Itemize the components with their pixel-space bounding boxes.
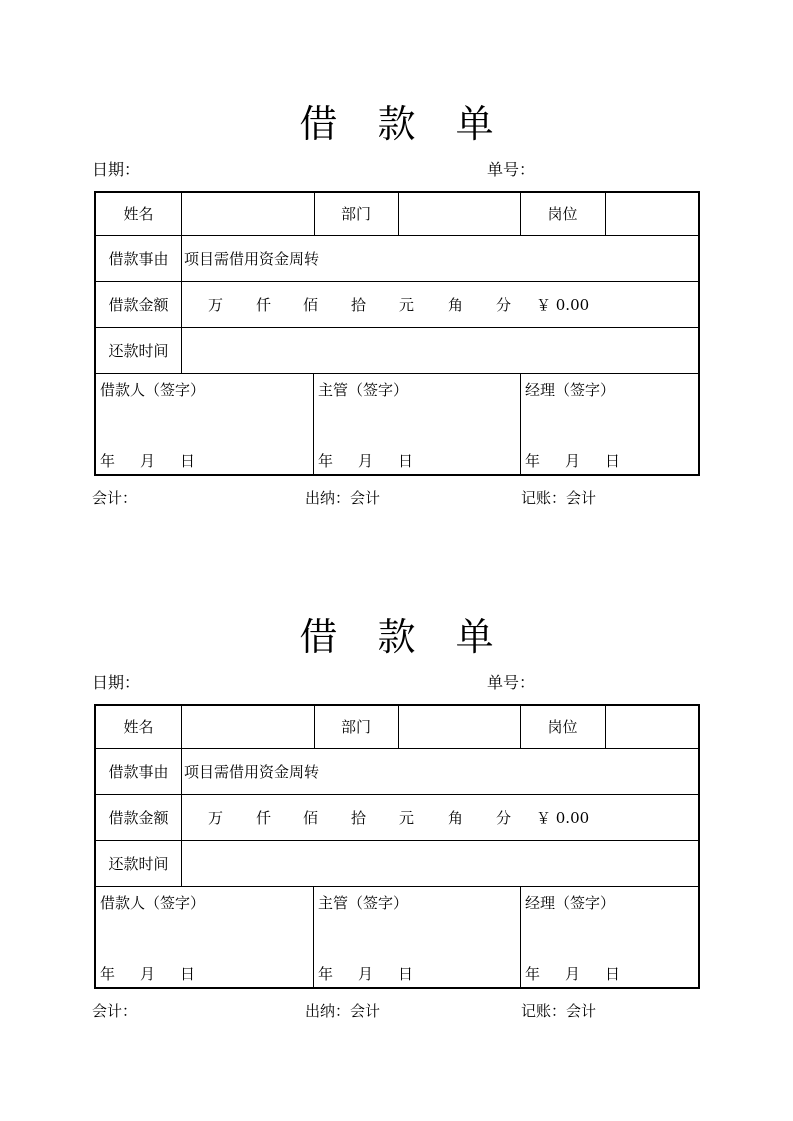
borrower-year: 年 <box>100 452 116 470</box>
supervisor-day: 日 <box>398 965 414 983</box>
manager-signature-label: 经理（签字） <box>525 381 616 399</box>
date-label: 日期： <box>92 160 141 179</box>
position-label: 岗位 <box>547 205 578 223</box>
unit-qian: 仟 <box>256 809 272 827</box>
supervisor-signature-label: 主管（签字） <box>318 381 409 399</box>
unit-bai: 佰 <box>303 809 319 827</box>
borrower-year: 年 <box>100 965 116 983</box>
loan-form-1 <box>0 100 793 520</box>
unit-fen: 分 <box>496 296 512 314</box>
unit-shi: 拾 <box>351 296 367 314</box>
manager-month: 月 <box>565 965 581 983</box>
name-field[interactable] <box>182 706 314 748</box>
unit-bai: 佰 <box>303 296 319 314</box>
borrower-day: 日 <box>180 965 196 983</box>
accountant-label: 会计： <box>92 489 138 507</box>
supervisor-month: 月 <box>358 452 374 470</box>
dept-field[interactable] <box>399 706 520 748</box>
reason-field[interactable]: 项目需借用资金周转 <box>184 249 320 268</box>
borrower-signature-label: 借款人（签字） <box>100 381 206 399</box>
supervisor-year: 年 <box>318 452 334 470</box>
amount-value[interactable]: ￥ 0.00 <box>536 296 590 314</box>
supervisor-month: 月 <box>358 965 374 983</box>
loan-form-2 <box>0 613 793 1033</box>
manager-signature-label: 经理（签字） <box>525 894 616 912</box>
borrower-month: 月 <box>140 452 156 470</box>
accountant-label: 会计： <box>92 1002 138 1020</box>
name-label: 姓名 <box>123 718 154 736</box>
supervisor-signature-label: 主管（签字） <box>318 894 409 912</box>
borrower-day: 日 <box>180 452 196 470</box>
supervisor-year: 年 <box>318 965 334 983</box>
manager-year: 年 <box>525 965 541 983</box>
amount-label: 借款金额 <box>108 808 169 827</box>
dept-field[interactable] <box>399 193 520 235</box>
reason-label: 借款事由 <box>108 249 169 268</box>
unit-qian: 仟 <box>256 296 272 314</box>
position-field[interactable] <box>606 706 698 748</box>
name-field[interactable] <box>182 193 314 235</box>
unit-shi: 拾 <box>351 809 367 827</box>
unit-yuan: 元 <box>399 296 415 314</box>
manager-day: 日 <box>605 965 621 983</box>
name-label: 姓名 <box>123 205 154 223</box>
unit-wan: 万 <box>208 296 224 314</box>
repay-label: 还款时间 <box>108 341 169 360</box>
repay-field[interactable] <box>182 841 698 886</box>
cashier-label: 出纳：会计 <box>305 489 381 507</box>
position-field[interactable] <box>606 193 698 235</box>
supervisor-day: 日 <box>398 452 414 470</box>
borrower-signature-label: 借款人（签字） <box>100 894 206 912</box>
unit-jiao: 角 <box>448 296 464 314</box>
borrower-month: 月 <box>140 965 156 983</box>
manager-year: 年 <box>525 452 541 470</box>
number-label: 单号： <box>487 673 536 692</box>
manager-month: 月 <box>565 452 581 470</box>
position-label: 岗位 <box>547 718 578 736</box>
bookkeeper-label: 记账：会计 <box>521 489 597 507</box>
manager-day: 日 <box>605 452 621 470</box>
dept-label: 部门 <box>340 205 371 223</box>
loan-table <box>94 704 700 989</box>
form-title: 借 款 单 <box>299 615 508 659</box>
repay-field[interactable] <box>182 328 698 373</box>
dept-label: 部门 <box>340 718 371 736</box>
amount-value[interactable]: ￥ 0.00 <box>536 809 590 827</box>
date-label: 日期： <box>92 673 141 692</box>
number-label: 单号： <box>487 160 536 179</box>
unit-fen: 分 <box>496 809 512 827</box>
unit-yuan: 元 <box>399 809 415 827</box>
cashier-label: 出纳：会计 <box>305 1002 381 1020</box>
unit-jiao: 角 <box>448 809 464 827</box>
loan-table <box>94 191 700 476</box>
repay-label: 还款时间 <box>108 854 169 873</box>
reason-label: 借款事由 <box>108 762 169 781</box>
form-title: 借 款 单 <box>299 102 508 146</box>
reason-field[interactable]: 项目需借用资金周转 <box>184 762 320 781</box>
amount-label: 借款金额 <box>108 295 169 314</box>
bookkeeper-label: 记账：会计 <box>521 1002 597 1020</box>
unit-wan: 万 <box>208 809 224 827</box>
